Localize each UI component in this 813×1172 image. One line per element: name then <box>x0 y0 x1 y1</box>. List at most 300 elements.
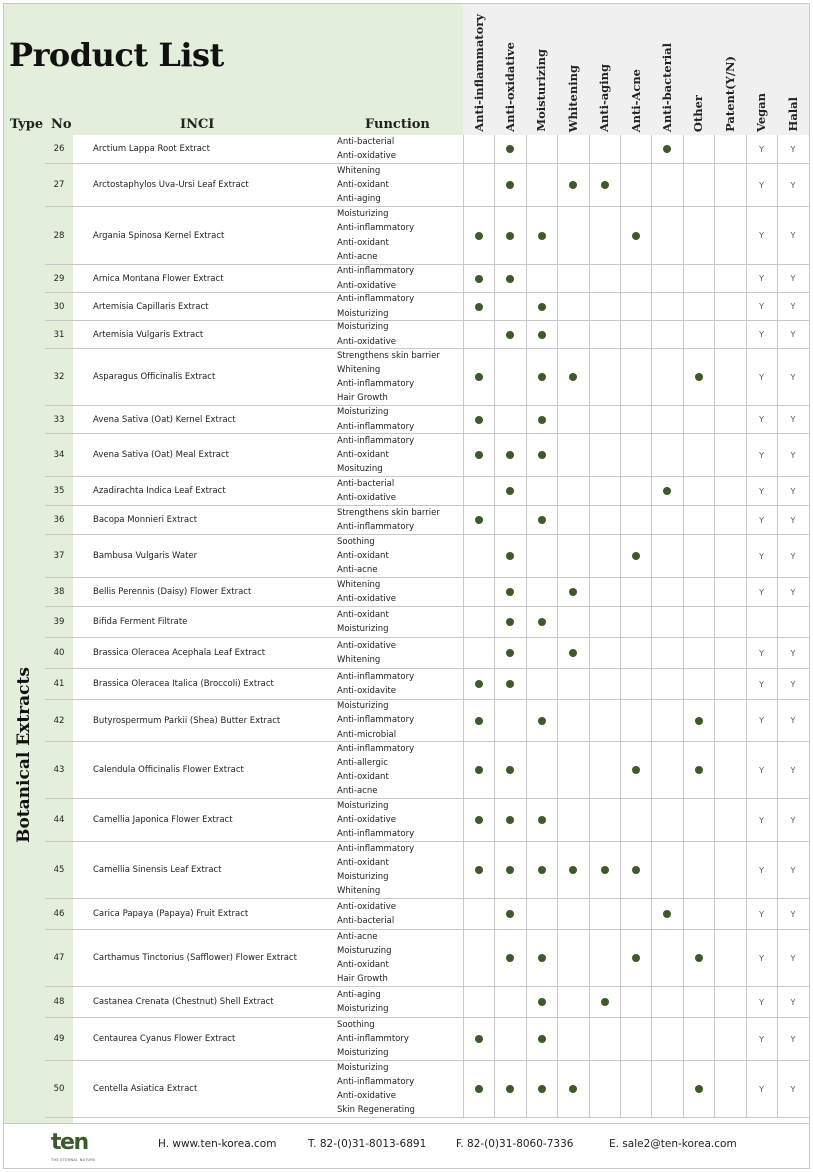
feature-cell <box>620 899 651 929</box>
halal-cell: Y <box>777 578 808 606</box>
feature-cell <box>683 349 714 405</box>
feature-dot-icon <box>601 866 609 874</box>
row-number: 48 <box>53 997 65 1007</box>
halal-cell: Y <box>777 799 808 841</box>
feature-header-label: Other <box>691 94 706 132</box>
function-item: Anti-oxidant <box>337 179 389 190</box>
feature-cell <box>683 987 714 1017</box>
feature-cell <box>620 265 651 292</box>
function-item: Anti-inflammatory <box>337 843 415 854</box>
function-item: Moisturizing <box>337 322 389 333</box>
function-item: Anti-oxidavite <box>337 686 397 696</box>
patent-cell <box>714 164 745 206</box>
function-item: Anti-microbial <box>337 729 397 740</box>
feature-dot-icon <box>506 680 514 688</box>
feature-header-label: Patent(Y/N) <box>722 56 737 132</box>
function-item: Anti-aging <box>337 194 381 205</box>
feature-cell <box>683 842 714 898</box>
feature-cell <box>463 1061 494 1117</box>
feature-cell <box>620 638 651 668</box>
feature-dot-icon <box>475 866 483 874</box>
feature-cell <box>589 669 620 699</box>
feature-dot-icon <box>663 145 671 153</box>
feature-cell <box>683 930 714 986</box>
feature-cell <box>651 535 682 577</box>
function-item: Moisturuzing <box>337 945 392 956</box>
feature-cell <box>463 321 494 348</box>
function-item: Strengthens skin barrier <box>337 507 440 518</box>
row-number: 49 <box>53 1034 65 1044</box>
feature-cell <box>557 742 588 798</box>
feature-cell <box>557 477 588 505</box>
table-row <box>45 638 809 669</box>
halal-cell: Y <box>777 638 808 668</box>
feature-cell <box>589 1018 620 1060</box>
function-item: Anti-inflammatory <box>337 743 415 754</box>
feature-cell <box>620 349 651 405</box>
feature-header <box>746 4 777 135</box>
feature-cell <box>683 578 714 606</box>
feature-header-label: Halal <box>785 97 800 132</box>
feature-cell <box>557 578 588 606</box>
feature-cell <box>683 899 714 929</box>
function-item: Anti-oxidative <box>337 280 397 291</box>
feature-cell <box>494 293 525 320</box>
table-row <box>45 349 809 406</box>
function-item: Moisturizing <box>337 1062 389 1073</box>
halal-cell: Y <box>777 899 808 929</box>
function-item: Moisturizing <box>337 624 389 634</box>
feature-cell <box>589 406 620 433</box>
row-functions <box>337 506 440 534</box>
row-number: 28 <box>53 230 65 241</box>
feature-cell <box>683 207 714 264</box>
column-header-function: Function <box>365 117 430 132</box>
row-functions <box>337 1061 415 1117</box>
feature-dot-icon <box>695 717 703 725</box>
function-item: Hair Growth <box>337 393 388 404</box>
row-number: 37 <box>53 551 65 561</box>
function-item: Anti-inflammtory <box>337 1033 409 1044</box>
function-item: Whitening <box>337 655 381 665</box>
patent-cell <box>714 265 745 292</box>
table-row <box>45 506 809 535</box>
feature-dot-icon <box>695 1085 703 1093</box>
feature-cell <box>620 799 651 841</box>
feature-header-label: Anti-inflammatory <box>471 14 486 132</box>
feature-header <box>777 4 808 135</box>
feature-cell <box>589 321 620 348</box>
function-item: Anti-inflammatory <box>337 829 415 840</box>
footer <box>4 1123 809 1169</box>
feature-cell <box>557 293 588 320</box>
feature-cell <box>589 477 620 505</box>
feature-cell <box>589 1061 620 1117</box>
halal-cell: Y <box>777 477 808 505</box>
feature-dot-icon <box>475 275 483 283</box>
vegan-cell: Y <box>746 535 777 577</box>
row-functions <box>337 535 389 577</box>
halal-cell: Y <box>777 164 808 206</box>
type-column <box>4 135 45 1123</box>
vegan-cell: Y <box>746 1061 777 1117</box>
feature-cell <box>651 842 682 898</box>
feature-cell <box>557 321 588 348</box>
feature-cell <box>683 535 714 577</box>
feature-cell <box>651 349 682 405</box>
feature-dot-icon <box>538 954 546 962</box>
row-inci: Calendula Officinalis Flower Extract <box>93 765 244 775</box>
feature-dot-icon <box>538 303 546 311</box>
function-item: Anti-inflammatory <box>337 671 415 682</box>
row-number: 44 <box>53 815 65 825</box>
feature-cell <box>683 135 714 163</box>
row-number: 36 <box>53 515 65 525</box>
feature-dot-icon <box>569 373 577 381</box>
feature-cell <box>557 987 588 1017</box>
feature-cell <box>557 164 588 206</box>
table-row <box>45 930 809 987</box>
row-functions <box>337 669 414 699</box>
halal-cell: Y <box>777 742 808 798</box>
feature-cell <box>683 607 714 637</box>
feature-cell <box>620 535 651 577</box>
feature-cell <box>589 293 620 320</box>
feature-cell <box>526 842 557 898</box>
feature-dot-icon <box>569 181 577 189</box>
table-row <box>45 700 809 742</box>
feature-cell <box>494 207 525 264</box>
feature-dot-icon <box>506 766 514 774</box>
halal-cell: Y <box>777 1018 808 1060</box>
patent-cell <box>714 434 745 476</box>
feature-dot-icon <box>506 954 514 962</box>
row-functions <box>337 638 396 668</box>
feature-cell <box>557 799 588 841</box>
row-inci: Asparagus Officinalis Extract <box>93 372 216 382</box>
feature-cell <box>589 899 620 929</box>
function-item: Anti-oxidant <box>337 449 389 460</box>
halal-cell: Y <box>777 535 808 577</box>
row-inci: Avena Sativa (Oat) Meal Extract <box>93 450 229 460</box>
feature-cell <box>620 506 651 534</box>
feature-cell <box>526 930 557 986</box>
feature-cell <box>526 293 557 320</box>
row-inci: Azadirachta Indica Leaf Extract <box>93 486 226 496</box>
row-inci: Artemisia Capillaris Extract <box>93 301 209 312</box>
feature-dot-icon <box>632 866 640 874</box>
patent-cell <box>714 842 745 898</box>
function-item: Anti-oxidative <box>337 493 397 503</box>
vegan-cell: Y <box>746 578 777 606</box>
vegan-cell: Y <box>746 1018 777 1060</box>
row-functions <box>337 349 440 405</box>
feature-cell <box>557 207 588 264</box>
vegan-cell: Y <box>746 842 777 898</box>
feature-cell <box>526 506 557 534</box>
feature-dot-icon <box>695 954 703 962</box>
function-item: Mosituzing <box>337 464 383 475</box>
feature-dot-icon <box>506 487 514 495</box>
function-item: Whitening <box>337 165 381 176</box>
feature-dot-icon <box>663 910 671 918</box>
row-functions <box>337 164 389 206</box>
feature-cell <box>526 638 557 668</box>
function-item: Anti-bacterial <box>337 136 395 147</box>
table-row <box>45 1061 809 1118</box>
feature-dot-icon <box>506 145 514 153</box>
row-functions <box>337 987 389 1017</box>
feature-cell <box>620 1061 651 1117</box>
feature-dot-icon <box>475 303 483 311</box>
patent-cell <box>714 293 745 320</box>
feature-cell <box>651 265 682 292</box>
function-item: Moisturizing <box>337 209 389 220</box>
feature-cell <box>557 349 588 405</box>
row-inci: Avena Sativa (Oat) Kernel Extract <box>93 414 236 425</box>
function-item: Anti-allergic <box>337 757 388 768</box>
function-item: Anti-inflammatory <box>337 715 415 726</box>
function-item: Anti-oxidative <box>337 594 397 604</box>
feature-cell <box>589 842 620 898</box>
row-number: 45 <box>53 865 65 875</box>
patent-cell <box>714 207 745 264</box>
feature-dot-icon <box>601 181 609 189</box>
column-header-type: Type <box>10 117 44 132</box>
feature-cell <box>683 799 714 841</box>
feature-cell <box>526 899 557 929</box>
feature-cell <box>651 578 682 606</box>
feature-dot-icon <box>506 181 514 189</box>
logo-slogan: THE ETERNAL NATURE <box>51 1158 96 1162</box>
function-item: Anti-oxidative <box>337 814 397 825</box>
feature-cell <box>589 434 620 476</box>
feature-dot-icon <box>538 816 546 824</box>
function-item: Anti-bacterial <box>337 478 395 489</box>
feature-dot-icon <box>569 866 577 874</box>
feature-dot-icon <box>475 816 483 824</box>
function-item: Moisturizing <box>337 701 389 712</box>
vegan-cell: Y <box>746 164 777 206</box>
row-number: 30 <box>53 301 65 312</box>
row-number: 40 <box>53 648 65 658</box>
row-inci: Artemisia Vulgaris Extract <box>93 329 204 340</box>
vegan-cell: Y <box>746 742 777 798</box>
feature-cell <box>526 349 557 405</box>
function-item: Hair Growth <box>337 974 388 985</box>
feature-cell <box>557 135 588 163</box>
function-item: Anti-inflammatory <box>337 435 415 446</box>
row-functions <box>337 899 396 929</box>
feature-cell <box>463 434 494 476</box>
row-functions <box>337 799 414 841</box>
row-number: 43 <box>53 765 65 775</box>
feature-cell <box>589 506 620 534</box>
patent-cell <box>714 1018 745 1060</box>
feature-dot-icon <box>538 717 546 725</box>
vegan-cell: Y <box>746 987 777 1017</box>
feature-cell <box>651 1061 682 1117</box>
feature-header <box>463 4 494 135</box>
table-row <box>45 987 809 1018</box>
feature-cell <box>589 742 620 798</box>
function-item: Strengthens skin barrier <box>337 350 440 361</box>
feature-header-label: Anti-oxidative <box>502 42 517 132</box>
feature-cell <box>494 987 525 1017</box>
patent-cell <box>714 987 745 1017</box>
row-inci: Brassica Oleracea Acephala Leaf Extract <box>93 648 266 658</box>
patent-cell <box>714 578 745 606</box>
row-inci: Butyrospermum Parkii (Shea) Butter Extract <box>93 715 281 726</box>
feature-dot-icon <box>475 451 483 459</box>
feature-cell <box>463 987 494 1017</box>
feature-cell <box>463 930 494 986</box>
feature-cell <box>463 506 494 534</box>
feature-dot-icon <box>538 416 546 424</box>
feature-cell <box>557 506 588 534</box>
feature-cell <box>589 930 620 986</box>
feature-dot-icon <box>475 416 483 424</box>
feature-cell <box>620 406 651 433</box>
feature-cell <box>494 506 525 534</box>
feature-cell <box>557 669 588 699</box>
feature-dot-icon <box>538 451 546 459</box>
feature-cell <box>589 700 620 741</box>
function-item: Anti-oxidative <box>337 336 397 347</box>
function-item: Anti-oxidant <box>337 857 389 868</box>
patent-cell <box>714 535 745 577</box>
feature-dot-icon <box>695 373 703 381</box>
feature-cell <box>463 135 494 163</box>
table-row <box>45 842 809 899</box>
feature-dot-icon <box>695 766 703 774</box>
patent-cell <box>714 700 745 741</box>
table-row <box>45 669 809 700</box>
feature-cell <box>463 349 494 405</box>
feature-cell <box>494 135 525 163</box>
feature-cell <box>589 535 620 577</box>
feature-cell <box>557 406 588 433</box>
table-row <box>45 135 809 164</box>
patent-cell <box>714 930 745 986</box>
vegan-cell: Y <box>746 135 777 163</box>
feature-cell <box>463 477 494 505</box>
feature-dot-icon <box>506 451 514 459</box>
feature-cell <box>651 1018 682 1060</box>
row-functions <box>337 207 414 264</box>
feature-cell <box>494 349 525 405</box>
feature-cell <box>494 742 525 798</box>
feature-cell <box>620 607 651 637</box>
feature-dot-icon <box>506 331 514 339</box>
row-functions <box>337 700 414 741</box>
feature-cell <box>620 207 651 264</box>
row-inci: Argania Spinosa Kernel Extract <box>93 230 225 241</box>
feature-cell <box>651 987 682 1017</box>
table-row <box>45 799 809 842</box>
feature-cell <box>494 1018 525 1060</box>
feature-dot-icon <box>475 232 483 240</box>
feature-dot-icon <box>538 516 546 524</box>
footer-email: E. sale2@ten-korea.com <box>609 1138 737 1150</box>
feature-header <box>620 4 651 135</box>
halal-cell <box>777 607 808 637</box>
row-number: 29 <box>53 273 65 284</box>
feature-cell <box>494 799 525 841</box>
halal-cell: Y <box>777 293 808 320</box>
feature-cell <box>463 1018 494 1060</box>
halal-cell: Y <box>777 406 808 433</box>
feature-cell <box>557 265 588 292</box>
halal-cell: Y <box>777 321 808 348</box>
row-number: 35 <box>53 486 65 496</box>
feature-header-label: Vegan <box>754 92 769 132</box>
feature-dot-icon <box>601 998 609 1006</box>
feature-cell <box>683 293 714 320</box>
feature-dot-icon <box>569 1085 577 1093</box>
feature-cell <box>557 535 588 577</box>
vegan-cell: Y <box>746 799 777 841</box>
feature-cell <box>683 638 714 668</box>
vegan-cell: Y <box>746 669 777 699</box>
feature-cell <box>683 1018 714 1060</box>
feature-dot-icon <box>538 618 546 626</box>
feature-cell <box>526 1061 557 1117</box>
feature-cell <box>463 742 494 798</box>
feature-cell <box>526 669 557 699</box>
function-item: Anti-inflammatory <box>337 223 415 234</box>
feature-header-label: Whitening <box>565 64 580 132</box>
feature-cell <box>526 535 557 577</box>
feature-dot-icon <box>632 232 640 240</box>
feature-cell <box>620 293 651 320</box>
feature-cell <box>620 742 651 798</box>
feature-cell <box>463 535 494 577</box>
feature-cell <box>683 1061 714 1117</box>
feature-cell <box>463 207 494 264</box>
feature-cell <box>526 607 557 637</box>
function-item: Whitening <box>337 364 381 375</box>
feature-cell <box>589 578 620 606</box>
feature-dot-icon <box>506 588 514 596</box>
feature-cell <box>683 321 714 348</box>
feature-cell <box>620 135 651 163</box>
function-item: Anti-oxidant <box>337 237 389 248</box>
function-item: Anti-bacterial <box>337 916 395 926</box>
halal-cell: Y <box>777 135 808 163</box>
feature-cell <box>526 434 557 476</box>
feature-cell <box>589 265 620 292</box>
footer-fax: F. 82-(0)31-8060-7336 <box>456 1138 574 1150</box>
feature-header <box>526 4 557 135</box>
function-item: Anti-oxidative <box>337 151 397 161</box>
patent-cell <box>714 669 745 699</box>
feature-cell <box>683 406 714 433</box>
feature-cell <box>494 638 525 668</box>
feature-cell <box>589 638 620 668</box>
feature-cell <box>463 578 494 606</box>
feature-cell <box>651 135 682 163</box>
row-inci: Carthamus Tinctorius (Safflower) Flower Extract <box>93 953 297 963</box>
feature-cell <box>526 987 557 1017</box>
logo-text: ten <box>51 1130 88 1155</box>
feature-dot-icon <box>632 954 640 962</box>
vegan-cell: Y <box>746 265 777 292</box>
function-item: Anti-inflammatory <box>337 379 415 389</box>
feature-dot-icon <box>632 766 640 774</box>
feature-header-label: Anti-bacterial <box>659 42 674 132</box>
feature-dot-icon <box>632 552 640 560</box>
